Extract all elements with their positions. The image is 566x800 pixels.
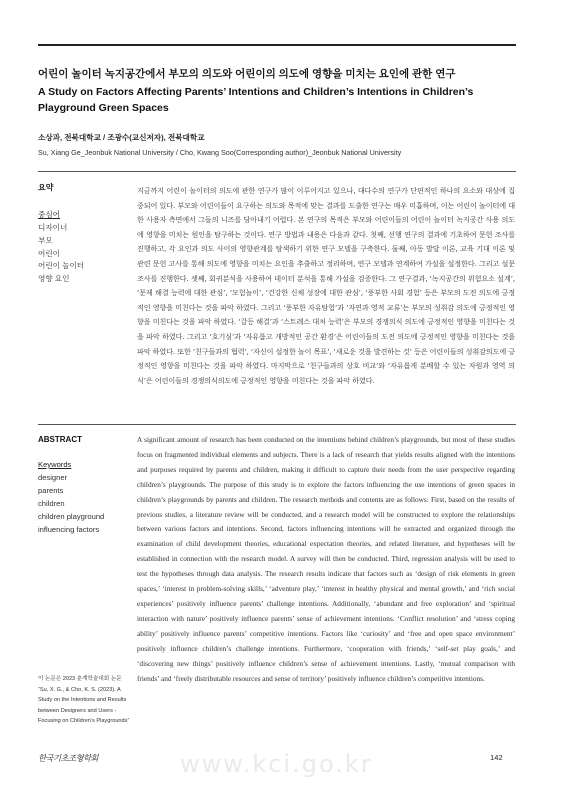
section-divider-middle: [38, 424, 516, 425]
top-rule: [38, 44, 516, 46]
keyword-item: children: [38, 499, 65, 508]
footnote: 이 논문은 2023 춘계학술대회 논문 “Su, X. G., & Cho, K. S. (2023). A Study on the Intentions and Results between Designers and Users - Focusing on Children’s Playgrounds”: [38, 676, 130, 725]
english-keywords-heading: Keywords: [38, 460, 72, 469]
authors-english: Su, Xiang Ge_Jeonbuk National University / Cho, Kwang Soo(Corresponding author)_Jeonbuk National University: [38, 148, 402, 157]
society-logo: 한국기초조형학회: [38, 753, 98, 763]
english-sidebar: [38, 435, 126, 536]
korean-keyword-list: [38, 222, 126, 286]
english-abstract-body: A significant amount of research has been conducted on the intentions behind children’s playgrounds, but most of these studies focus on fragmented individual elements and subjects. There is a lack of research that yields results aligned with the intentions and purposes required by parents and children, making it difficult to capture their needs from the user perspective regarding children’s playgrounds. The purpose of this study is to explore the factors influencing the use intentions of green spaces in children’s playgrounds by parents and children. The research methods and contents are as follows: First, based on the results of previous studies, a literature review will be conducted, and a research model will be constructed to explore the relationships between various factors and intentions. Second, factors influencing intentions will be extracted and organized through the examination of child development theories, educational expectation theories, and related literature, and hypotheses will be established in connection with the research model. A survey will then be conducted. Third, regression analysis will be used to test the hypotheses through data analysis. The research results indicate that factors such as ‘design of risk elements in green spaces,’ ‘interest in problem-solving skills,’ ‘adventure play,’ ‘interest in healthy physical and mental growth,’ and ‘rich social experiences’ positively influence parents’ challenge intentions. Additionally, ‘abundant and free exploration’ and ‘spiritual interaction with nature’ positively influence parents’ sense of achievement intentions. ‘Conflict resolution’ and ‘stress coping ability’ positively influence parents’ competitive intentions. Factors like ‘curiosity’ and ‘free and open space environment’ positively influence children’s challenge intentions. Furthermore, ‘cooperation with friends,’ ‘self-set play goals,’ and ‘discovering new things’ positively influence children’s sense of achievement intentions. Lastly, ‘mutual comparison with friends’ and ‘freely distributable resources and sense of territory’ positively influence children’s competitive intentions.: [137, 435, 515, 683]
keyword-item: 어린이: [38, 248, 61, 258]
keyword-item: designer: [38, 473, 68, 482]
page-number: 142: [490, 753, 503, 762]
keyword-item: influencing factors: [38, 525, 100, 534]
section-divider-top: [38, 171, 516, 172]
paper-title-korean: 어린이 놀이터 녹지공간에서 부모의 의도와 어린이의 의도에 영향을 미치는 요인에 관한 연구: [38, 68, 456, 80]
abstract-heading: ABSTRACT: [38, 435, 82, 444]
keyword-item: 디자이너: [38, 223, 68, 232]
authors-korean: 소상과, 전북대학교 / 조광수(교신저자), 전북대학교: [38, 133, 205, 142]
keyword-item: 부모: [38, 235, 53, 245]
korean-sidebar: [38, 182, 126, 286]
keyword-item: 어린이 놀이터: [38, 261, 85, 271]
korean-keywords-heading: 중심어: [38, 210, 61, 219]
watermark: www.kci.go.kr: [180, 750, 373, 778]
korean-summary-heading: 요약: [38, 183, 54, 192]
keyword-item: 영향 요인: [38, 274, 70, 284]
korean-abstract-body: 지금까지 어린이 놀이터의 의도에 관한 연구가 많이 이루어지고 있으나, 대다수의 연구가 단편적인 하나의 요소와 대상에 집중되어 있다. 부모와 어린이들이 요구하는 의도와 목적에 맞는 결과를 도출한 연구는 매우 미흡하며, 이는 어린이 놀이터에 대한 사용자 측면에서 그들의 니즈를 담아내기 어렵다. 본 연구의 목적은 부모와 어린이들의 어린이 놀이터 녹지공간 사용 의도에 영향을 미치는 원인을 탐구하는 것이다. 연구 방법과 내용은 다음과 같다. 첫째, 선행 연구의 결과에 기초하여 문헌 조사를 진행하고, 각 요인과 의도 사이의 영향관계를 탐색하기 위한 연구 모델을 구축한다. 둘째, 아동 발달 이론, 교육 기대 이론 및 관련 문헌 고사를 통해 의도에 영향을 미치는 요인을 추출하고 정리하며, 연구 모델과 연계하여 가설을 설정한다. 그리고 설문조사를 진행한다. 셋째, 회귀분석을 사용하여 데이터 분석을 통해 가설을 검증한다. 그 연구결과, ‘녹지공간의 위험요소 설계’, ‘문제 해결 능력에 대한 관심’, ‘모험놀이’, ‘건강한 신체 성장에 대한 관심’, ‘풍부한 사회 경험’ 등은 부모의 도전 의도에 긍정적인 영향을 미친다는 것을 파악 하였다. 그리고 ‘풍부한 자유탐험’과 ‘자연과 영적 교류’는 부모의 성취감 의도에 긍정적인 영향을 미친다는 것을 파악 하였다. ‘갈등 해결’과 ‘스트레스 대처 능력’은 부모의 경쟁의식 의도에 긍정적인 영향을 미친다는 것을 파악 하였다. 그리고 ‘호기심’과 ‘자유롭고 개방적인 공간 환경’은 어린이들의 도전 의도에 긍정적인 영향을 미친다는 것을 파악 하였다. 또한 ‘친구들과의 협력’, ‘자신이 설정한 놀이 목표’, ‘새로운 것을 발견하는 것’ 등은 어린이들의 성취감의도에 긍정적인 영향을 미친다는 것을 파악 하였다. 마지막으로 ‘친구들과의 상호 비교’와 ‘자유롭게 분배할 수 있는 자원과 영역 의식’은 어린이들의 경쟁의식의도에 긍정적인 영향을 미친다는 것을 파악 하였다.: [137, 186, 515, 385]
keyword-item: children playground: [38, 512, 105, 521]
paper-title-english: A Study on Factors Affecting Parents’ Intentions and Children’s Intentions in Children’s Playground Green Spaces: [38, 86, 474, 114]
keyword-item: parents: [38, 486, 64, 495]
english-keyword-list: [38, 471, 126, 536]
